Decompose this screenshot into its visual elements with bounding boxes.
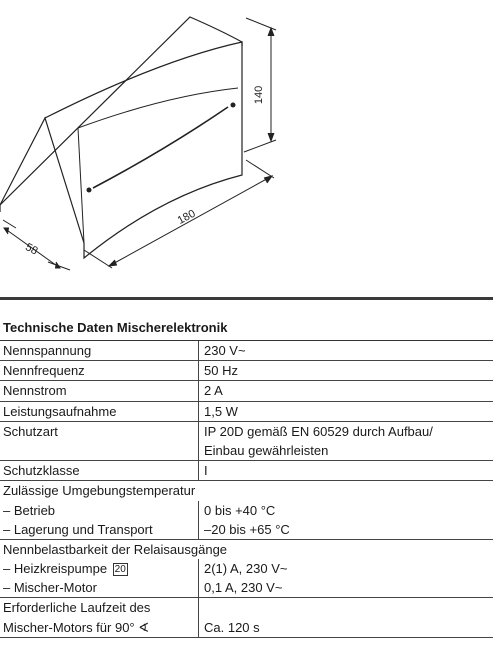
section-separator	[0, 297, 493, 300]
row-value: 50 Hz	[199, 361, 494, 381]
housing-top-edge	[0, 17, 242, 205]
table-row	[0, 361, 493, 381]
table-row	[0, 598, 493, 618]
row-value-line2: Einbau gewährleisten	[199, 441, 494, 461]
row-label: Schutzklasse	[0, 461, 199, 481]
table-row	[0, 520, 493, 540]
table-row	[0, 381, 493, 401]
dimension-width-label: 180	[175, 207, 198, 227]
table-row	[0, 578, 493, 598]
reference-badge: 20	[114, 564, 126, 576]
indicator-led-right	[231, 103, 236, 108]
table-row	[0, 559, 493, 578]
row-value: I	[199, 461, 494, 481]
row-label: Erforderliche Laufzeit des	[3, 600, 151, 616]
row-value: –20 bis +65 °C	[199, 520, 494, 540]
table-row	[0, 421, 493, 441]
row-label: – Mischer-Motor	[0, 578, 199, 598]
table-row-continuation	[0, 618, 493, 638]
row-label: Nennstrom	[0, 381, 199, 401]
housing-front-face	[45, 42, 242, 258]
row-value: 2 A	[199, 381, 494, 401]
row-label-line2: Mischer-Motors für 90° ∢	[0, 618, 199, 638]
table-row	[0, 341, 493, 361]
table-row-continuation	[0, 441, 493, 461]
row-value: Ca. 120 s	[199, 618, 494, 638]
table-row	[0, 401, 493, 421]
row-label-text: – Heizkreispumpe	[3, 561, 108, 577]
row-value: 0,1 A, 230 V~	[199, 578, 494, 598]
row-label: Nennspannung	[0, 341, 199, 361]
row-label: – Lagerung und Transport	[0, 520, 199, 540]
table-heading: Technische Daten Mischerelektronik	[3, 320, 228, 335]
row-value: 1,5 W	[199, 401, 494, 421]
row-value: 0 bis +40 °C	[199, 501, 494, 520]
row-label: Leistungsaufnahme	[0, 401, 199, 421]
device-dimension-drawing	[0, 0, 497, 285]
table-row	[0, 461, 493, 481]
dimension-depth-label: 58	[23, 241, 40, 258]
row-value: 2(1) A, 230 V~	[199, 559, 494, 578]
dimension-height-label: 140	[253, 85, 265, 105]
section-header-row	[0, 481, 493, 501]
section-header: Zulässige Umgebungstemperatur	[3, 483, 196, 499]
row-label: Nennfrequenz	[0, 361, 199, 381]
indicator-led	[87, 188, 92, 193]
housing-side-face	[0, 118, 84, 243]
row-label: – Betrieb	[3, 502, 56, 518]
row-label	[0, 559, 199, 578]
row-value: 230 V~	[199, 341, 494, 361]
table-row	[0, 501, 493, 520]
technical-data-table	[0, 340, 493, 638]
row-value: IP 20D gemäß EN 60529 durch Aufbau/	[199, 421, 494, 441]
row-label: Schutzart	[3, 423, 58, 439]
section-header: Nennbelastbarkeit der Relaisausgänge	[3, 541, 228, 557]
section-header-row	[0, 539, 493, 559]
